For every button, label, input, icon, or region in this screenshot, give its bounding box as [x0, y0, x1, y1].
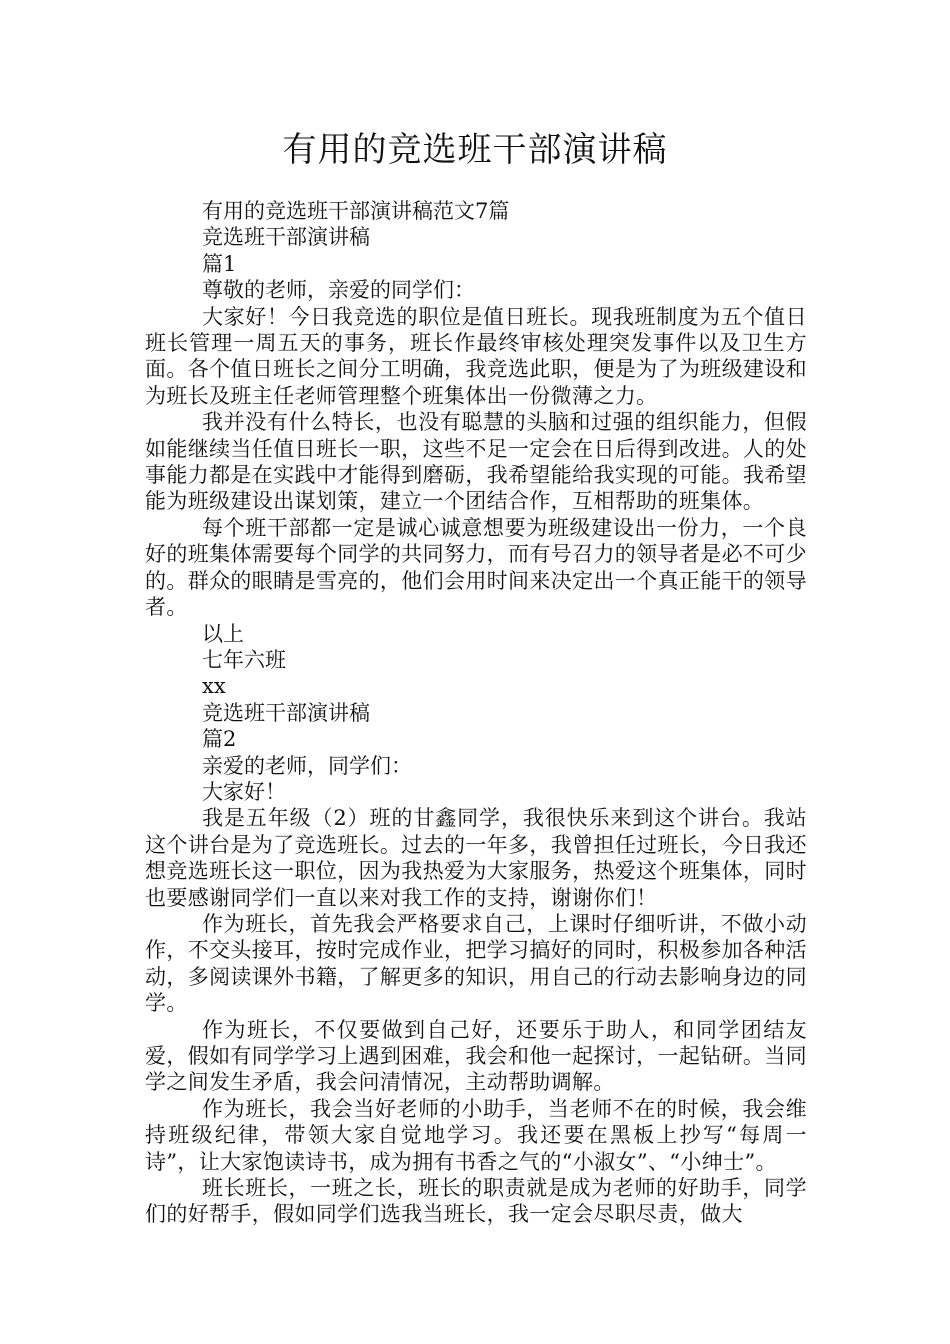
body-paragraph: 我是五年级（2）班的甘鑫同学，我很快乐来到这个讲台。我站这个讲台是为了竞选班长。过去的一年多，我曾担任过班长，今日我还想竞选班长这一职位，因为我热爱为大家服务，热爱这个班集体，同时也要感谢同学们一直以来对我工作的支持，谢谢你们！ — [145, 806, 807, 910]
salutation: 亲爱的老师，同学们： — [202, 753, 412, 778]
greeting-line: 大家好！ — [202, 779, 286, 804]
class-name: 七年六班 — [202, 647, 286, 672]
signature: xx — [202, 674, 226, 699]
body-paragraph: 每个班干部都一定是诚心诚意想要为班级建设出一份力，一个良好的班集体需要每个同学的共同努力，而有号召力的领导者是必不可少的。群众的眼睛是雪亮的，他们会用时间来决定出一个真正能干的领导者。 — [145, 515, 807, 620]
body-paragraph: 作为班长，首先我会严格要求自己，上课时仔细听讲，不做小动作，不交头接耳，按时完成作业，把学习搞好的同时，积极参加各种活动，多阅读课外书籍，了解更多的知识，用自己的行动去影响身边的同学。 — [145, 911, 807, 1016]
body-paragraph: 班长班长，一班之长，班长的职责就是成为老师的好助手，同学们的好帮手，假如同学们选我当班长，我一定会尽职尽责，做大 — [145, 1176, 807, 1227]
salutation: 尊敬的老师，亲爱的同学们： — [202, 278, 475, 303]
body-paragraph: 大家好！今日我竞选的职位是值日班长。现我班制度为五个值日班长管理一周五天的事务，班长作最终审核处理突发事件以及卫生方面。各个值日班长之间分工明确，我竞选此职，便是为了为班级建设和为班长及班主任老师管理整个班集体出一份微薄之力。 — [145, 304, 807, 408]
document-title: 有用的竞选班干部演讲稿 — [282, 130, 668, 170]
body-paragraph: 作为班长，不仅要做到自己好，还要乐于助人，和同学团结友爱，假如有同学学习上遇到困难，我会和他一起探讨，一起钻研。当同学之间发生矛盾，我会问清情况，主动帮助调解。 — [145, 1017, 807, 1095]
chapter-label: 篇2 — [202, 727, 237, 752]
closing-line: 以上 — [202, 621, 244, 646]
body-paragraph: 我并没有什么特长，也没有聪慧的头脑和过强的组织能力，但假如能继续当任值日班长一职，这些不足一定会在日后得到改进。人的处事能力都是在实践中才能得到磨砺，我希望能给我实现的可能。我希望能为班级建设出谋划策，建立一个团结合作，互相帮助的班集体。 — [145, 410, 807, 514]
chapter-label: 篇1 — [202, 251, 237, 276]
document-body — [145, 198, 807, 1228]
body-paragraph: 作为班长，我会当好老师的小助手，当老师不在的时候，我会维持班级纪律，带领大家自觉地学习。我还要在黑板上抄写“每周一诗”，让大家饱读诗书，成为拥有书香之气的“小淑女”、“小绅士”。 — [145, 1096, 807, 1174]
section-heading: 竞选班干部演讲稿 — [202, 225, 370, 250]
subtitle-line: 有用的竞选班干部演讲稿范文7篇 — [202, 199, 510, 223]
section-heading: 竞选班干部演讲稿 — [202, 700, 370, 725]
